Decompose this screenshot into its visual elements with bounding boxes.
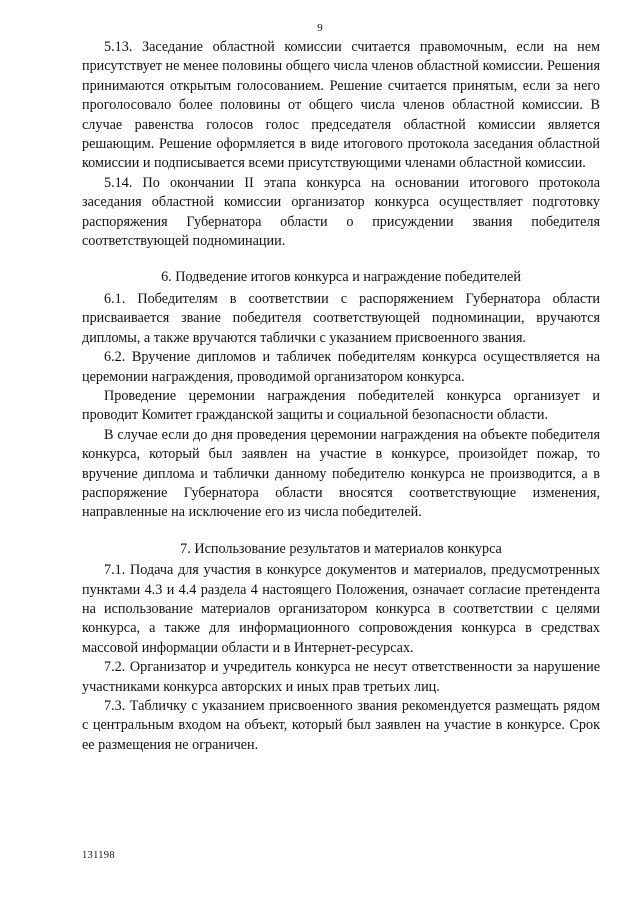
- paragraph-ceremony-organizer: Проведение церемонии награждения победителей конкурса организует и проводит Комитет гражданской защиты и социальной безопасности области.: [82, 387, 600, 424]
- paragraph-7-3: 7.3. Табличку с указанием присвоенного звания рекомендуется размещать рядом с центральным входом на объект, который был заявлен на участие в конкурсе. Срок ее размещения не ограничен.: [82, 698, 600, 753]
- paragraph-6-2: 6.2. Вручение дипломов и табличек победителям конкурса осуществляется на церемонии награждения, проводимой организатором конкурса.: [82, 349, 600, 385]
- paragraph-5-13: 5.13. Заседание областной комиссии считается правомочным, если на нем присутствует не менее половины общего числа членов областной комиссии. Решения принимаются открытым голосованием. Решение считается принятым, если за него проголосовало более половины от общего числа членов областной комиссии. В случае равенства голосов голос председателя областной комиссии является решающим. Решение оформляется в виде итогового протокола заседания областной комиссии и подписывается всеми присутствующими членами областной комиссии.: [82, 39, 600, 172]
- paragraph-7-1: 7.1. Подача для участия в конкурсе документов и материалов, предусмотренных пунктами 4.3 и 4.4 раздела 4 настоящего Положения, означает согласие претендента на использование материалов организатором конкурса в соответствии с целями конкурса, а также для информационного сопровождения конкурса в средствах массовой информации области и в Интернет-ресурсах.: [82, 562, 600, 656]
- section-heading-6: 6. Подведение итогов конкурса и награждение победителей: [161, 269, 521, 286]
- page-number: 9: [317, 22, 323, 34]
- paragraph-5-14: 5.14. По окончании II этапа конкурса на основании итогового протокола заседания областной комиссии организатор конкурса осуществляет подготовку распоряжения Губернатора области о присуждении звания победителя соответствующей подноминации.: [82, 174, 600, 250]
- paragraph-6-1: 6.1. Победителям в соответствии с распоряжением Губернатора области присваивается звание победителя соответствующей подноминации, вручаются дипломы, а также вручаются таблички с указанием присвоенного звания.: [82, 290, 600, 346]
- document-code: 131198: [82, 850, 115, 861]
- paragraph-7-2: 7.2. Организатор и учредитель конкурса не несут ответственности за нарушение участниками конкурса авторских и иных прав третьих лиц.: [82, 659, 600, 695]
- section-heading-7: 7. Использование результатов и материалов конкурса: [180, 540, 502, 557]
- paragraph-fire-exclusion: В случае если до дня проведения церемонии награждения на объекте победителя конкурса, который был заявлен на участие в конкурсе, произойдет пожар, то вручение диплома и таблички данному победителю конкурса не производится, а в распоряжение Губернатора области вносятся соответствующие изменения, направленные на исключение его из числа победителей.: [82, 426, 600, 521]
- document-body: [82, 38, 600, 755]
